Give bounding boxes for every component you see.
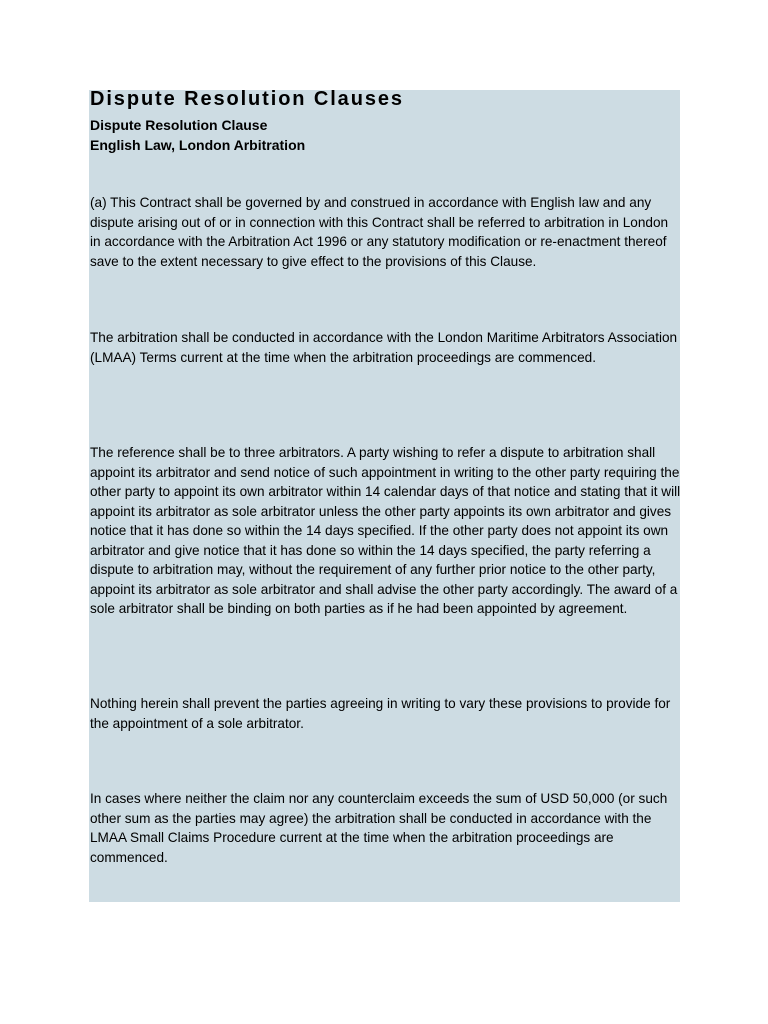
paragraph-governing-law: (a) This Contract shall be governed by and construed in accordance with English law and any dispute arising out of or in connection with this Contract shall be referred to arbitration in London in accordance with the Arbitration Act 1996 or any statutory modification or re-enactment thereof save to the extent necessary to give effect to the provisions of this Clause. [90, 195, 669, 269]
paragraph-sole-arbitrator: Nothing herein shall prevent the parties agreeing in writing to vary these provisions to provide for the appointment of a sole arbitrator. [90, 696, 671, 731]
clause-heading: Dispute Resolution Clause [90, 117, 268, 133]
clause-subheading: English Law, London Arbitration [90, 137, 306, 153]
paragraph-small-claims: In cases where neither the claim nor any counterclaim exceeds the sum of USD 50,000 (or such other sum as the parties may agree) the arbitration shall be conducted in accordance with the LMAA Small Claims Procedure current at the time when the arbitration proceedings are commenced. [90, 791, 668, 865]
paragraph-lmaa-terms: The arbitration shall be conducted in accordance with the London Maritime Arbitrators Association (LMAA) Terms current at the time when the arbitration proceedings are commenced. [90, 330, 678, 365]
paragraph-three-arbitrators: The reference shall be to three arbitrators. A party wishing to refer a dispute to arbitration shall appoint its arbitrator and send notice of such appointment in writing to the other party requiring the other party to appoint its own arbitrator within 14 calendar days of that notice and stating that it will appoint its arbitrator as sole arbitrator unless the other party appoints its own arbitrator and gives notice that it has done so within the 14 days specified. If the other party does not appoint its own arbitrator and give notice that it has done so within the 14 days specified, the party referring a dispute to arbitration may, without the requirement of any further prior notice to the other party, appoint its arbitrator as sole arbitrator and shall advise the other party accordingly. The award of a sole arbitrator shall be binding on both parties as if he had been appointed by agreement. [90, 445, 681, 616]
document-title: Dispute Resolution Clauses [90, 88, 404, 110]
